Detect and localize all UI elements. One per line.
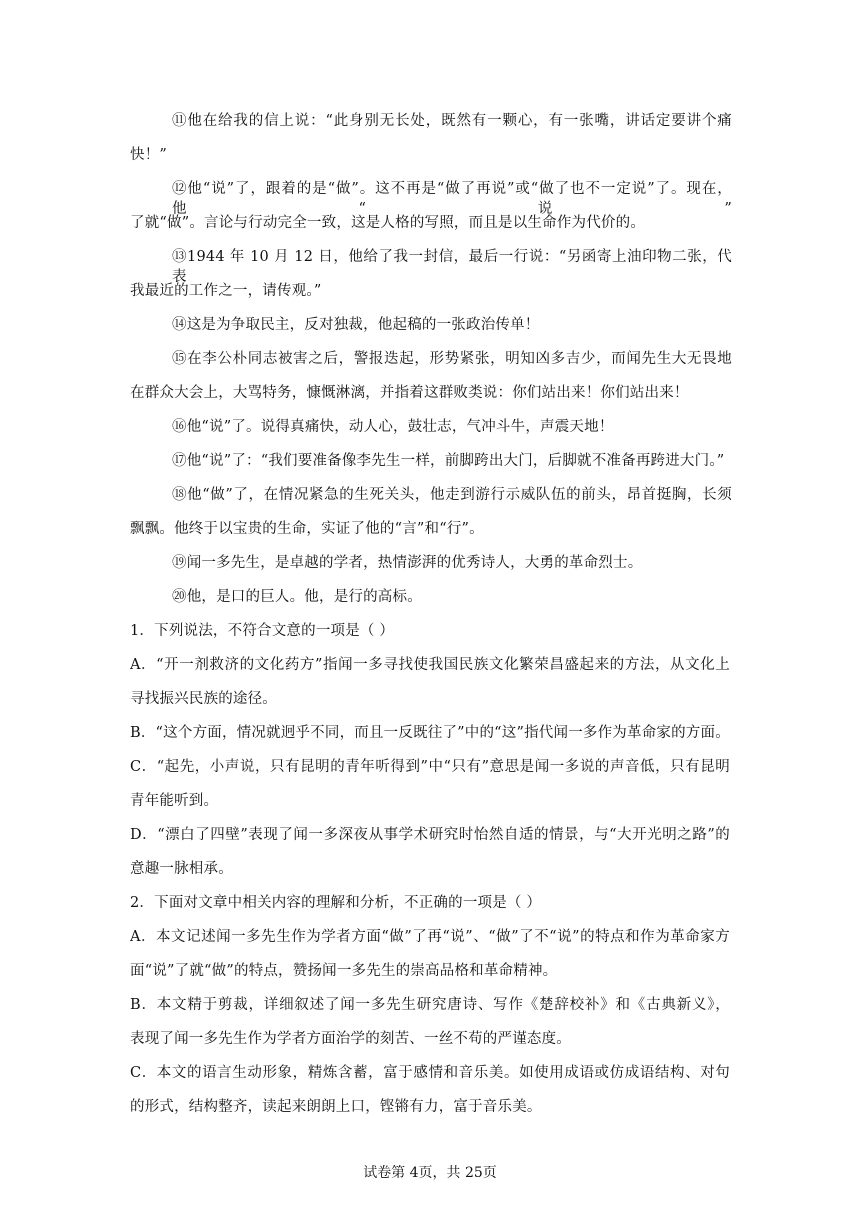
paragraph-19-line-1: ⑲闻一多先生，是卓越的学者，热情澎湃的优秀诗人，大勇的革命烈士。 [172, 555, 643, 571]
question-1-stem: 1．下列说法，不符合文意的一项是（ ） [130, 623, 395, 639]
paragraph-18-line-1: ⑱他“做”了，在情况紧急的生死关头，他走到游行示威队伍的前头，昂首挺胸，长须 [172, 487, 732, 503]
paragraph-18-line-2: 飘飘。他终于以宝贵的生命，实证了他的“言”和“行”。 [130, 521, 484, 537]
question-1-option-c-line-1: C．“起先，小声说，只有昆明的青年听得到”中“只有”意思是闻一多说的声音低，只有昆明 [130, 759, 730, 775]
paragraph-11-line-2: 快！” [130, 147, 168, 163]
question-2-option-a-line-2: 面“说”了就“做”的特点，赞扬闻一多先生的崇高品格和革命精神。 [130, 963, 558, 979]
paragraph-11-line-1: ⑪他在给我的信上说：“此身别无长处，既然有一颗心，有一张嘴，讲话定要讲个痛 [172, 113, 732, 129]
paragraph-13-line-1: ⑬1944 年 10 月 12 日，他给了我一封信，最后一行说：“另函寄上油印物二张，代表 [172, 249, 732, 285]
question-2-option-b-line-2: 表现了闻一多先生作为学者方面治学的刻苦、一丝不苟的严谨态度。 [130, 1031, 571, 1047]
paragraph-17-line-1: ⑰他“说”了：“我们要准备像李先生一样，前脚跨出大门，后脚就不准备再跨进大门。” [172, 453, 725, 469]
paragraph-16-line-1: ⑯他“说”了。说得真痛快，动人心，鼓壮志，气冲斗牛，声震天地！ [172, 419, 614, 435]
paragraph-14-line-1: ⑭这是为争取民主，反对独裁，他起稿的一张政治传单！ [172, 317, 540, 333]
question-1-option-b-line-1: B．“这个方面，情况就迥乎不同，而且一反既往了”中的“这”指代闻一多作为革命家的方面。 [130, 725, 730, 741]
question-1-option-a-line-2: 寻找振兴民族的途径。 [130, 691, 277, 707]
paragraph-20-line-1: ⑳他，是口的巨人。他，是行的高标。 [172, 589, 422, 605]
question-1-option-d-line-2: 意趣一脉相承。 [130, 861, 233, 877]
paragraph-13-line-2: 我最近的工作之一，请传观。” [130, 283, 322, 299]
question-1-option-c-line-2: 青年能听到。 [130, 793, 219, 809]
page-footer: 试卷第 4页，共 25页 [363, 1165, 497, 1181]
paragraph-12-line-1: ⑫他“说”了，跟着的是“做”。这不再是“做了再说”或“做了也不一定说”了。现在，他“说” [172, 181, 732, 217]
question-1-option-a-line-1: A．“开一剂救济的文化药方”指闻一多寻找使我国民族文化繁荣昌盛起来的方法，从文化上 [130, 657, 730, 673]
question-2-stem: 2．下面对文章中相关内容的理解和分析，不正确的一项是（ ） [130, 895, 542, 911]
question-1-option-d-line-1: D．“漂白了四壁”表现了闻一多深夜从事学术研究时怡然自适的情景，与“大开光明之路”的 [130, 827, 730, 843]
question-2-option-c-line-1: C．本文的语言生动形象，精炼含蓄，富于感情和音乐美。如使用成语或仿成语结构、对句 [130, 1065, 730, 1081]
paragraph-12-line-2: 了就“做”。言论与行动完全一致，这是人格的写照，而且是以生命作为代价的。 [130, 215, 646, 231]
question-2-option-c-line-2: 的形式，结构整齐，读起来朗朗上口，铿锵有力，富于音乐美。 [130, 1099, 542, 1115]
question-2-option-a-line-1: A．本文记述闻一多先生作为学者方面“做”了再“说”、“做”了不“说”的特点和作为革命家方 [130, 929, 730, 945]
paragraph-15-line-1: ⑮在李公朴同志被害之后，警报迭起，形势紧张，明知凶多吉少，而闻先生大无畏地 [172, 351, 732, 367]
question-2-option-b-line-1: B．本文精于剪裁，详细叙述了闻一多先生研究唐诗、写作《楚辞校补》和《古典新义》， [130, 997, 730, 1013]
paragraph-15-line-2: 在群众大会上，大骂特务，慷慨淋漓，并指着这群败类说：你们站出来！你们站出来！ [130, 385, 689, 401]
